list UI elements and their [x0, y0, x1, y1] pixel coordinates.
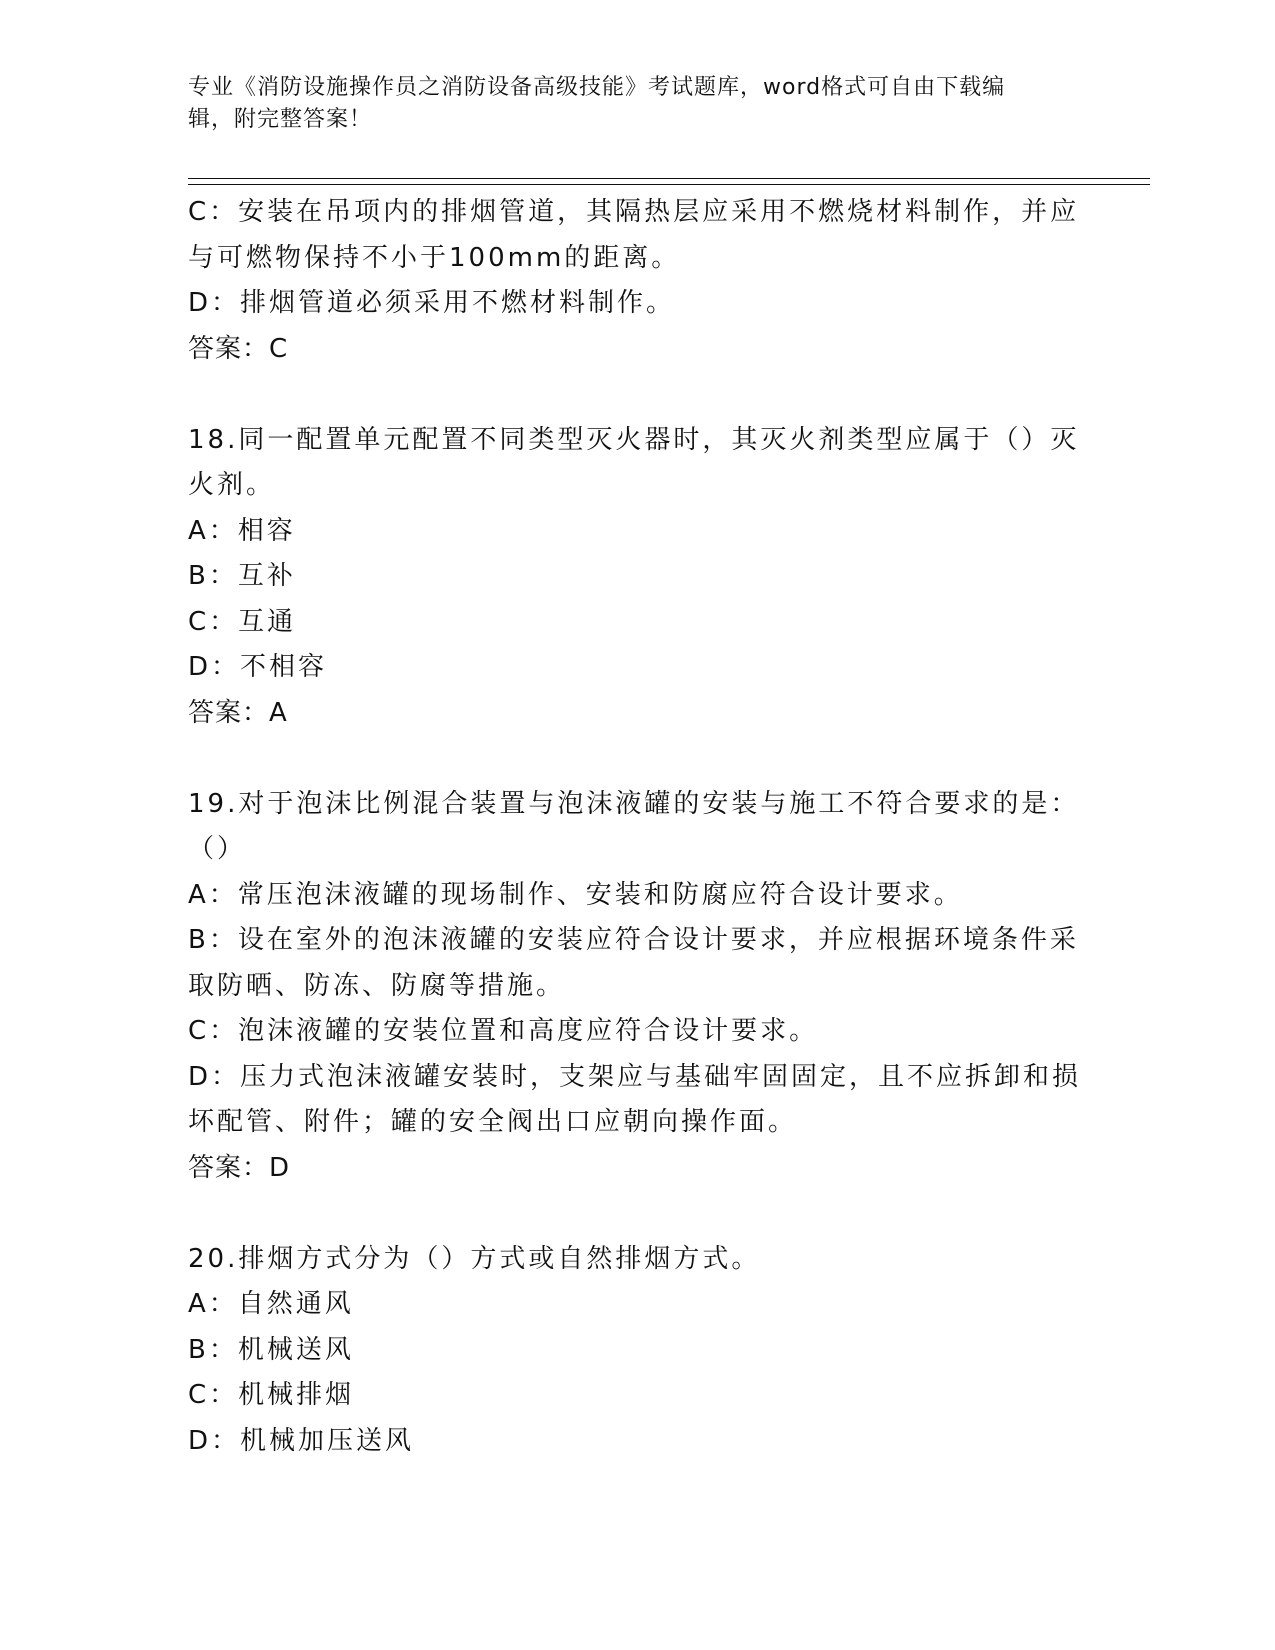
- option-d-line-1: D：压力式泡沫液罐安装时，支架应与基础牢固固定，且不应拆卸和损: [188, 1061, 1082, 1092]
- option-c-line-2: 与可燃物保持不小于100mm的距离。: [188, 242, 681, 273]
- option-c: C：互通: [188, 606, 297, 637]
- spacer: [188, 736, 1088, 782]
- header-line-1: 专业《消防设施操作员之消防设备高级技能》考试题库，word格式可自由下载编: [188, 75, 1006, 100]
- question-stem: 20.排烟方式分为（）方式或自然排烟方式。: [188, 1243, 761, 1274]
- answer: 答案：C: [188, 333, 289, 364]
- question-stem-line-2: 火剂。: [188, 470, 276, 500]
- document-header: [188, 72, 1088, 136]
- answer: 答案：A: [188, 697, 288, 728]
- option-b-line-1: B：设在室外的泡沫液罐的安装应符合设计要求，并应根据环境条件采: [188, 925, 1079, 955]
- spacer: [188, 1191, 1088, 1237]
- option-d: D：排烟管道必须采用不燃材料制作。: [188, 288, 676, 318]
- option-c: C：泡沫液罐的安装位置和高度应符合设计要求。: [188, 1016, 819, 1046]
- header-line-2: 辑，附完整答案！: [188, 107, 373, 132]
- option-d-line-2: 坏配管、附件；罐的安全阀出口应朝向操作面。: [188, 1107, 798, 1137]
- header-divider-top: [188, 178, 1150, 179]
- spacer: [188, 372, 1088, 418]
- question-content: [188, 190, 1088, 1464]
- question-19: [188, 782, 1088, 1192]
- question-18: [188, 418, 1088, 737]
- option-b: B：机械送风: [188, 1334, 354, 1365]
- question-20: [188, 1237, 1088, 1465]
- question-stem-line-2: （）: [188, 834, 247, 864]
- question-stem-line-1: 19.对于泡沫比例混合装置与泡沫液罐的安装与施工不符合要求的是：: [188, 788, 1080, 819]
- option-b: B：互补: [188, 561, 296, 591]
- option-a: A：自然通风: [188, 1289, 354, 1319]
- option-b-line-2: 取防晒、防冻、防腐等措施。: [188, 970, 566, 1001]
- question-17: [188, 190, 1088, 372]
- option-d: D：不相容: [188, 652, 328, 682]
- header-divider-bottom: [188, 184, 1150, 185]
- option-a: A：常压泡沫液罐的现场制作、安装和防腐应符合设计要求。: [188, 879, 963, 910]
- question-stem-line-1: 18.同一配置单元配置不同类型灭火器时，其灭火剂类型应属于（）灭: [188, 424, 1080, 455]
- answer: 答案：D: [188, 1152, 291, 1183]
- option-a: A：相容: [188, 515, 296, 546]
- option-c: C：机械排烟: [188, 1380, 355, 1410]
- option-c-line-1: C：安装在吊项内的排烟管道，其隔热层应采用不燃烧材料制作，并应: [188, 197, 1080, 227]
- option-d: D：机械加压送风: [188, 1425, 415, 1456]
